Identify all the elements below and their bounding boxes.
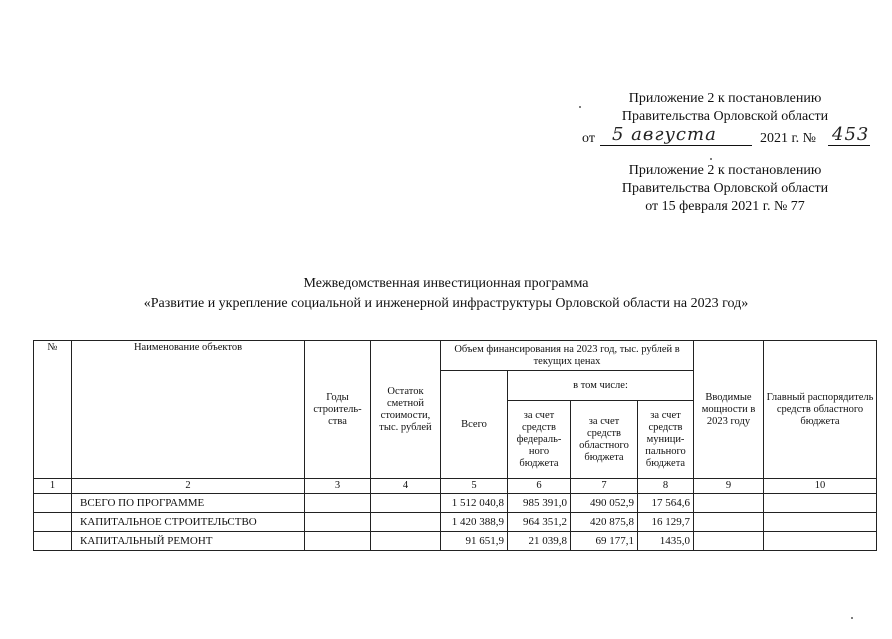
col-number: 5 [441,479,508,494]
cell-total: 91 651,9 [441,532,508,551]
scan-speck [851,617,853,619]
cell-federal: 21 039,8 [508,532,571,551]
cell-capacity [694,513,764,532]
cell-years [305,494,371,513]
cell-total: 1 420 388,9 [441,513,508,532]
col-number: 9 [694,479,764,494]
table-row [34,532,877,551]
col-number: 4 [371,479,441,494]
number-underline [828,145,870,146]
document-title [0,274,892,314]
appendix-current-line2: Правительства Орловской области [621,109,829,124]
year-text: 2021 г. № [760,131,817,146]
col-number: 7 [571,479,638,494]
title-line2: «Развитие и укрепление социальной и инженерной инфраструктуры Орловской области на 2023 год» [143,296,749,311]
cell-no [34,494,72,513]
header-including: в том числе: [508,371,694,401]
col-number: 2 [72,479,305,494]
appendix-previous-line1: Приложение 2 к постановлению [628,163,822,178]
column-number-row [34,479,877,494]
cell-no [34,532,72,551]
cell-municipal: 16 129,7 [638,513,694,532]
header-financing: Объем финансирования на 2023 год, тыс. рублей в текущих ценах [441,341,694,371]
appendix-previous-line3: от 15 февраля 2021 г. № 77 [645,199,805,214]
header-no: № [34,341,72,479]
header-capacity: Вводимые мощности в 2023 году [694,341,764,479]
header-name: Наименование объектов [72,341,305,479]
header-municipal: за счет средств муници-пального бюджета [638,401,694,479]
header-federal: за счет средств федераль-ного бюджета [508,401,571,479]
table-row [34,513,877,532]
header-total: Всего [441,371,508,479]
handwritten-number: 453 [832,124,870,145]
appendix-previous-line2: Правительства Орловской области [621,181,829,196]
from-label: от [582,131,595,146]
cell-regional: 69 177,1 [571,532,638,551]
col-number: 1 [34,479,72,494]
cell-municipal: 17 564,6 [638,494,694,513]
cell-name: ВСЕГО ПО ПРОГРАММЕ [72,494,305,513]
cell-name: КАПИТАЛЬНЫЙ РЕМОНТ [72,532,305,551]
cell-manager [764,494,877,513]
cell-municipal: 1435,0 [638,532,694,551]
investment-program-table [33,340,877,551]
cell-federal: 985 391,0 [508,494,571,513]
col-number: 3 [305,479,371,494]
date-underline [600,145,752,146]
col-number: 6 [508,479,571,494]
cell-regional: 490 052,9 [571,494,638,513]
title-line1: Межведомственная инвестиционная программа [303,276,589,291]
cell-total: 1 512 040,8 [441,494,508,513]
appendix-previous [560,162,890,216]
scan-speck [579,106,581,108]
header-years: Годы строитель-ства [305,341,371,479]
cell-capacity [694,494,764,513]
appendix-current-date-row [560,126,890,148]
handwritten-date: 5 августа [612,124,717,145]
cell-capacity [694,532,764,551]
appendix-current [560,90,890,148]
header-regional: за счет средств областного бюджета [571,401,638,479]
header-manager: Главный распорядитель средств областного бюджета [764,341,877,479]
cell-name: КАПИТАЛЬНОЕ СТРОИТЕЛЬСТВО [72,513,305,532]
scan-speck [710,158,712,160]
cell-remainder [371,513,441,532]
cell-no [34,513,72,532]
appendix-current-line1: Приложение 2 к постановлению [628,91,822,106]
col-number: 10 [764,479,877,494]
col-number: 8 [638,479,694,494]
cell-remainder [371,494,441,513]
header-remainder: Остаток сметной стоимости, тыс. рублей [371,341,441,479]
cell-manager [764,532,877,551]
cell-remainder [371,532,441,551]
table-row [34,494,877,513]
cell-manager [764,513,877,532]
cell-years [305,513,371,532]
cell-years [305,532,371,551]
cell-federal: 964 351,2 [508,513,571,532]
cell-regional: 420 875,8 [571,513,638,532]
